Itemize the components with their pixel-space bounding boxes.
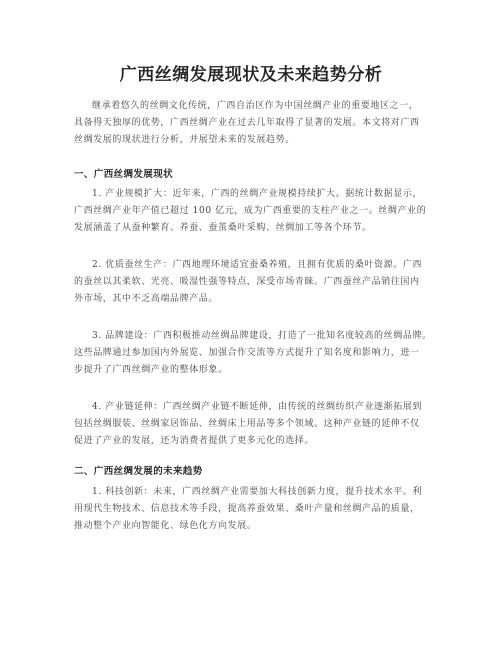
- section-paragraph: [74, 399, 432, 450]
- paragraph-line: 广西丝绸产业年产值已超过 100 亿元，成为广西重要的支柱产业之一。丝绸产业的: [74, 206, 427, 216]
- section-paragraph: [74, 257, 432, 308]
- intro-paragraph: [74, 98, 432, 149]
- section-paragraph: [74, 328, 432, 379]
- document-title: 广西丝绸发展现状及未来趋势分析: [119, 65, 383, 85]
- intro-line: 丝绸发展的现状进行分析，并展望未来的发展趋势。: [74, 135, 295, 145]
- paragraph-line: 这些品牌通过参加国内外展览、加强合作交流等方式提升了知名度和影响力，进一: [74, 348, 420, 358]
- paragraph-line: 促进了产业的发展，还为消费者提供了更多元化的选择。: [74, 436, 315, 446]
- paragraph-line: 4. 产业链延伸：广西丝绸产业链不断延伸，由传统的丝绸纺织产业逐渐拓展到: [92, 402, 423, 412]
- paragraph-line: 1. 产业规模扩大：近年来，广西的丝绸产业规模持续扩大。据统计数据显示，: [92, 189, 423, 199]
- section-paragraph: [74, 484, 432, 535]
- paragraph-line: 用现代生物技术、信息技术等手段，提高养蚕效果、桑叶产量和丝绸产品的质量，: [74, 504, 420, 514]
- paragraph-line: 的蚕丝以其柔软、光亮、吸湿性强等特点，深受市场青睐。广西蚕丝产品销往国内: [74, 277, 420, 287]
- paragraph-line: 外市场，其中不乏高端品牌产品。: [74, 294, 219, 304]
- paragraph-line: 1. 科技创新：未来，广西丝绸产业需要加大科技创新力度，提升技术水平。利: [92, 487, 423, 497]
- section-paragraph: [74, 186, 432, 237]
- section-heading: 一、广西丝绸发展现状: [74, 169, 174, 180]
- paragraph-line: 2. 优质蚕丝生产：广西地理环境适宜蚕桑养殖，且拥有优质的桑叶资源。广西: [92, 260, 423, 270]
- intro-line: 具备得天独厚的优势，广西丝绸产业在过去几年取得了显著的发展。本文将对广西: [74, 118, 420, 128]
- intro-line: 继承着悠久的丝绸文化传统，广西自治区作为中国丝绸产业的重要地区之一，: [92, 101, 419, 111]
- paragraph-line: 发展涵盖了从蚕种繁育、养蚕、蚕茧桑叶采购、丝绸加工等各个环节。: [74, 223, 372, 233]
- paragraph-line: 步提升了广西丝绸产业的整体形象。: [74, 365, 228, 375]
- section-heading: 二、广西丝绸发展的未来趋势: [74, 466, 203, 477]
- paragraph-line: 包括丝绸服装、丝绸家居饰品、丝绸床上用品等多个领域。这种产业链的延伸不仅: [74, 419, 420, 429]
- paragraph-line: 3. 品牌建设：广西积极推动丝绸品牌建设，打造了一批知名度较高的丝绸品牌。: [92, 331, 432, 341]
- paragraph-line: 推动整个产业向智能化、绿色化方向发展。: [74, 521, 257, 531]
